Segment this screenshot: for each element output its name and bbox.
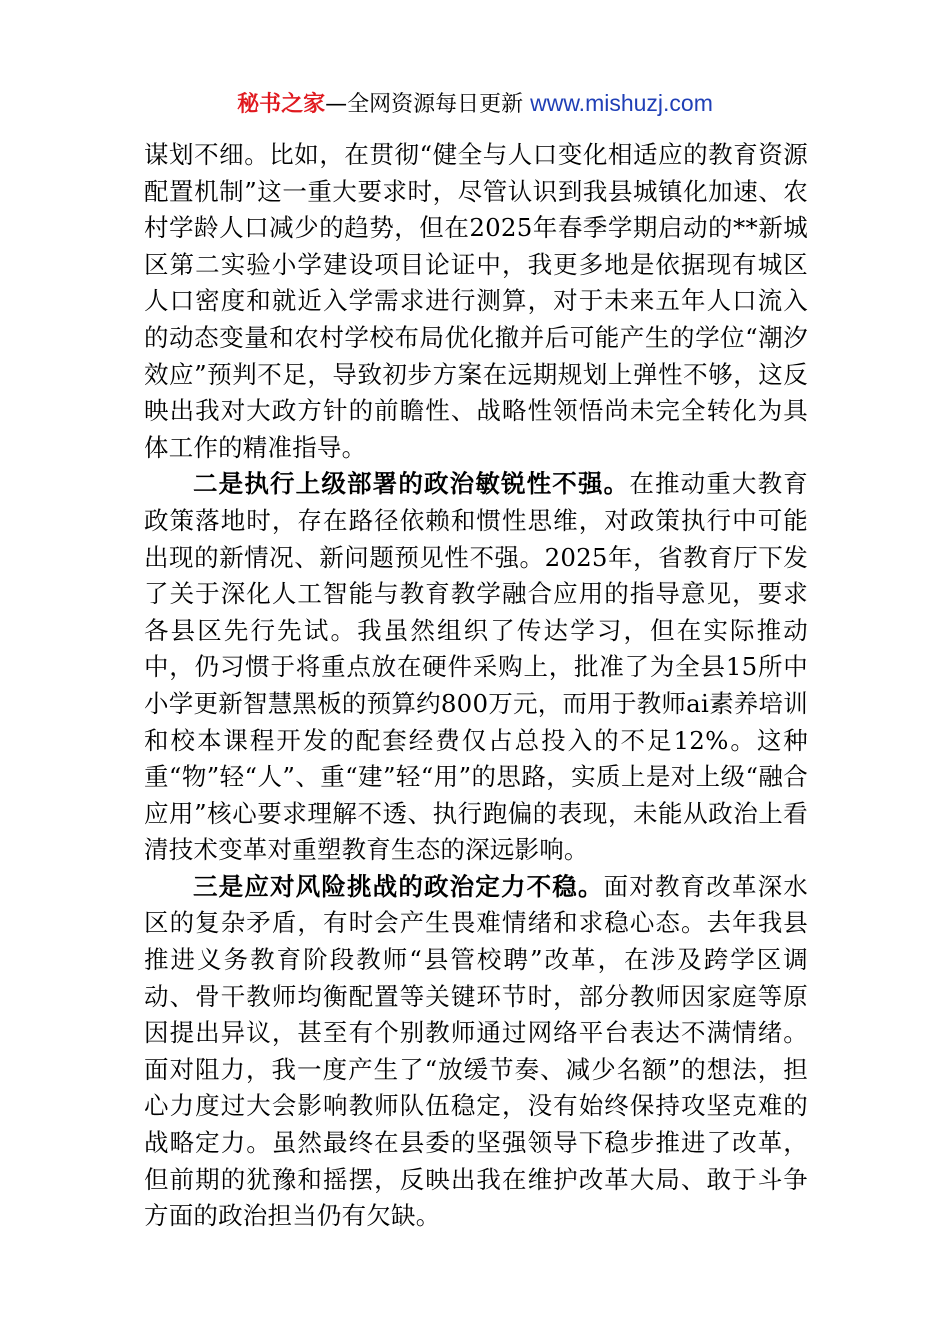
paragraph-1-text: 谋划不细。比如，在贯彻“健全与人口变化相适应的教育资源配置机制”这一重大要求时，尽管认识到我县城镇化加速、农村学龄人口减少的趋势，但在2025年春季学期启动的**新城区第二实验小学建设项目论证中，我更多地是依据现有城区人口密度和就近入学需求进行测算，对于未来五年人口流入的动态变量和农村学校布局优化撤并后可能产生的学位“潮汐效应”预判不足，导致初步方案在远期规划上弹性不够，这反映出我对大政方针的前瞻性、战略性领悟尚未完全转化为具体工作的精准指导。 bbox=[144, 140, 808, 462]
paragraph-3 bbox=[144, 869, 808, 1235]
site-brand: 秘书之家 bbox=[237, 92, 326, 117]
paragraph-2-heading: 二是执行上级部署的政治敏锐性不强。 bbox=[193, 469, 630, 499]
paragraph-1 bbox=[144, 137, 808, 466]
document-body bbox=[144, 137, 808, 1235]
paragraph-2 bbox=[144, 466, 808, 869]
paragraph-3-heading: 三是应对风险挑战的政治定力不稳。 bbox=[193, 871, 604, 901]
site-tagline: —全网资源每日更新 bbox=[325, 92, 524, 117]
paragraph-2-text: 在推动重大教育政策落地时，存在路径依赖和惯性思维，对政策执行中可能出现的新情况、新问题预见性不强。2025年，省教育厅下发了关于深化人工智能与教育教学融合应用的指导意见，要求各县区先行先试。我虽然组织了传达学习，但在实际推动中，仍习惯于将重点放在硬件采购上，批准了为全县15所中小学更新智慧黑板的预算约800万元，而用于教师ai素养培训和校本课程开发的配套经费仅占总投入的不足12%。这种重“物”轻“人”、重“建”轻“用”的思路，实质上是对上级“融合应用”核心要求理解不透、执行跑偏的表现，未能从政治上看清技术变革对重塑教育生态的深远影响。 bbox=[144, 469, 808, 865]
site-header bbox=[0, 88, 950, 120]
site-url-link[interactable]: www.mishuzj.com bbox=[530, 90, 713, 116]
paragraph-3-text: 面对教育改革深水区的复杂矛盾，有时会产生畏难情绪和求稳心态。去年我县推进义务教育阶段教师“县管校聘”改革，在涉及跨学区调动、骨干教师均衡配置等关键环节时，部分教师因家庭等原因提出异议，甚至有个别教师通过网络平台表达不满情绪。面对阻力，我一度产生了“放缓节奏、减少名额”的想法，担心力度过大会影响教师队伍稳定，没有始终保持攻坚克难的战略定力。虽然最终在县委的坚强领导下稳步推进了改革，但前期的犹豫和摇摆，反映出我在维护改革大局、敢于斗争方面的政治担当仍有欠缺。 bbox=[144, 871, 808, 1231]
